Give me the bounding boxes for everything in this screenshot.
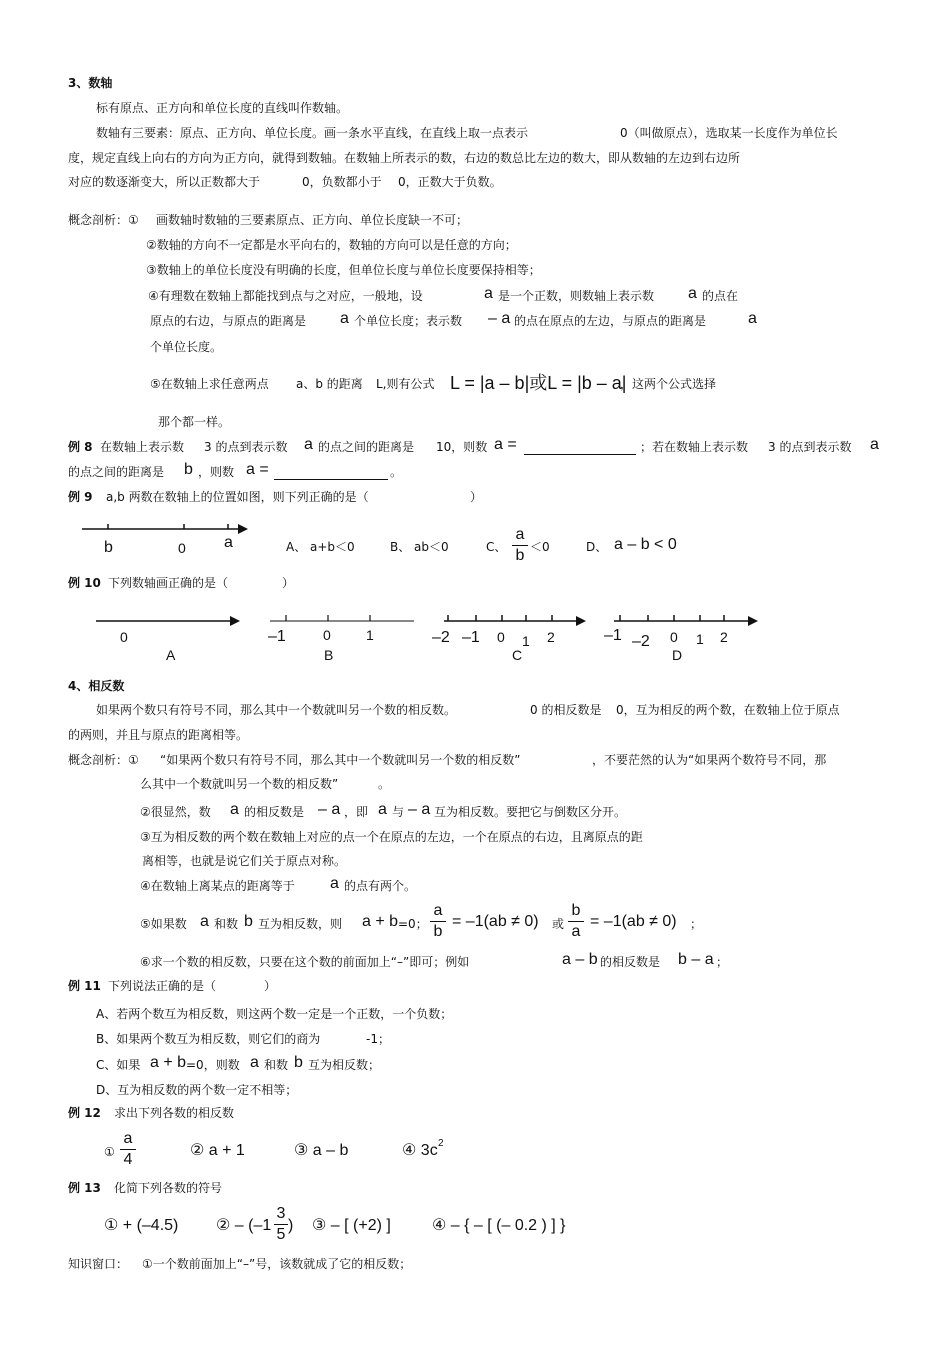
concept2-item-5a: ⑤如果数 [140,917,187,931]
concept2-item-2d: ，即 [344,805,369,819]
ex10-d-tick-label: –1 [604,627,622,644]
ex8-text-b: 3 的点到表示数 [204,440,288,454]
ex11-question-end: ） [264,979,277,993]
concept2-item-5g: 或 [552,917,565,931]
ex11-option-d[interactable]: D、互为相反数的两个数一定不相等； [96,1083,298,1097]
ex11-option-b-value: -1； [366,1032,390,1046]
concept1-item-4c: 的点在 [702,289,739,303]
ex10-d-tick-label: 2 [720,629,728,645]
fraction-denominator: a [571,923,581,940]
ex13-item-1: ① + (–4.5) [104,1217,179,1234]
ex12-item-4-exponent: 2 [438,1138,444,1149]
ex11-option-c[interactable]: C、如果 [96,1058,141,1072]
ex10-d-tick-label: 1 [696,631,704,647]
s4-para-1c: 0，互为相反的两个数，在数轴上位于原点 [616,703,840,717]
ex9-option-c[interactable]: C、 [486,540,507,554]
var-b: b [184,461,193,478]
ex10-d-arrow [748,616,758,626]
knowledge-window-text: ①一个数前面加上“–”号，该数就成了它的相反数； [142,1257,412,1271]
concept2-item-1d: 。 [378,777,391,791]
fraction-denominator: b [515,547,525,564]
ratio-equation-1: = –1(ab ≠ 0) [452,913,539,930]
concept2-item-1b: ，不要茫然的认为“如果两个数符号不同，那 [592,753,827,767]
var-a: a [688,285,697,302]
ex13-label: 例 13 [68,1181,101,1195]
section-4-title: 4、相反数 [68,679,125,693]
var-a: a [340,310,349,327]
concept2-item-2e: 与 [392,805,405,819]
ex8-text-d: 10，则数 [436,440,488,454]
ex10-letter-b: B [324,647,334,663]
ex10-b-tick-label: –1 [268,628,286,645]
var-a: a [250,1054,259,1071]
ex10-letter-a: A [166,647,176,663]
var-a: a [200,913,209,930]
concept1-item-3: ③数轴上的单位长度没有明确的长度，但单位长度与单位长度要保持相等； [146,263,541,277]
sum-a-plus-b: a + b [150,1054,187,1071]
ex10-letter-c: C [512,647,523,663]
ex9-option-b[interactable]: B、 ab＜0 [390,540,449,554]
concept1-item-4g: 个单位长度。 [150,340,223,354]
ex10-a-tick-label: 0 [120,629,128,645]
ex11-option-c-text-4: 互为相反数； [308,1058,381,1072]
fraction-numerator: a [433,902,443,919]
concept1-item-4f: 的点在原点的左边，与原点的距离是 [514,314,707,328]
fraction-numerator: b [571,902,581,919]
s4-para-2: 的两则，并且与原点的距离相等。 [68,728,249,742]
concept1-label: 概念剖析：① [68,213,139,227]
concept2-item-5b: 和数 [214,917,239,931]
ex10-d-tick-label: 0 [670,629,678,645]
ex10-b-tick-label: 0 [323,627,331,643]
ratio-equation-2: = –1(ab ≠ 0) [590,913,677,930]
s3-para-3c: 0，正数大于负数。 [398,175,502,189]
var-a: a [870,436,879,453]
fraction-b-over-a [568,902,584,941]
var-a: a [330,875,339,892]
concept2-item-1c: 么其中一个数就叫另一个数的相反数” [140,777,339,791]
concept1-item-5b: a、b 的距离 [296,377,363,391]
ex11-option-c-text-2: =0，则数 [186,1058,240,1072]
ex8-text-a: 在数轴上表示数 [100,440,185,454]
ex13-item-3: ③ – [ (+2) ] [312,1217,391,1234]
ex11-option-b[interactable]: B、如果两个数互为相反数，则它们的商为 [96,1032,321,1046]
ex12-item-1: ① [104,1145,115,1159]
concept2-item-6e: ； [716,955,729,969]
ex10-b-tick-label: 1 [366,627,374,643]
ex10-c-tick-label: –2 [432,629,450,646]
ex9-option-d[interactable]: D、 [586,540,608,554]
ex9-axis-label-a: a [224,534,233,551]
concept2-item-6c: 的相反数是 [600,955,661,969]
s3-para-1b: 0（叫做原点），选取某一长度作为单位长 [620,126,838,140]
ex10-a-arrow [230,616,240,626]
ex8-text-f: 3 的点到表示数 [768,440,852,454]
ex9-question-end: ） [470,490,483,504]
ex11-option-a[interactable]: A、若两个数互为相反数，则这两个数一定是一个正数，一个负数； [96,1007,453,1021]
concept1-item-5a: ⑤在数轴上求任意两点 [150,377,269,391]
expr-a-minus-b: a – b [562,951,598,968]
concept2-item-2g: 互为相反数。要把它与倒数区分开。 [434,805,627,819]
ex9-axis-label-0: 0 [178,540,186,556]
section-3-title: 3、数轴 [68,76,113,90]
ex10-question: 下列数轴画正确的是（ [108,576,229,590]
ex12-item-1-fraction [120,1130,136,1169]
number-line-definition: 标有原点、正方向和单位长度的直线叫作数轴。 [96,101,349,115]
concept2-item-3a: ③互为相反数的两个数在数轴上对应的点一个在原点的左边，一个在原点的右边，且离原点的距 [140,830,643,844]
concept2-item-6a: ⑥求一个数的相反数，只要在这个数的前面加上“–”即可；例如 [140,955,470,969]
concept2-item-5i: ； [690,917,703,931]
ex9-axis-label-b: b [104,539,113,556]
ex9-option-d-expr: a – b < 0 [614,536,677,553]
fraction-denominator: 4 [123,1151,133,1168]
concept1-item-2: ②数轴的方向不一定都是水平向右的，数轴的方向可以是任意的方向； [146,238,517,252]
s3-para-2: 度，规定直线上向右的方向为正方向，就得到数轴。在数轴上所表示的数，右边的数总比左边的数大，即从数轴的左边到右边所 [68,151,741,165]
ex11-option-c-text-3: 和数 [264,1058,289,1072]
ex13-question: 化简下列各数的符号 [114,1181,223,1195]
ex13-item-2: ② – (–1 [216,1217,272,1234]
ex9-option-c-relation: ＜0 [530,540,550,554]
ex12-item-2: ② a + 1 [190,1142,245,1159]
concept2-item-1a: “如果两个数只有符号不同，那么其中一个数就叫另一个数的相反数” [160,753,521,767]
ex12-question: 求出下列各数的相反数 [114,1106,235,1120]
fraction-a-over-b [430,902,446,941]
ex13-item-2-close: ) [288,1217,294,1234]
concept1-item-4b: 是一个正数，则数轴上表示数 [498,289,655,303]
concept1-item-4e: 个单位长度；表示数 [354,314,463,328]
concept1-item-5c: L,则有公式 [376,377,435,391]
neg-a: – a [318,801,341,818]
ex12-item-3: ③ a – b [294,1142,349,1159]
var-b: b [244,913,253,930]
fraction-denominator: b [433,923,443,940]
concept2-item-4a: ④在数轴上离某点的距离等于 [140,879,295,893]
ex10-label: 例 10 [68,576,101,590]
concept2-label: 概念剖析：① [68,753,139,767]
concept2-item-4b: 的点有两个。 [344,879,417,893]
ex9-question: a,b 两数在数轴上的位置如图，则下列正确的是（ [106,490,369,504]
ex8-label: 例 8 [68,440,93,454]
ex8-text-c: 的点之间的距离是 [318,440,415,454]
ex8-eq: a = [494,436,517,453]
s4-para-1b: 0 的相反数是 [530,703,602,717]
neg-a: – a [488,310,511,327]
ex13-item-4: ④ – { – [ (– 0.2 ) ] } [432,1217,566,1234]
s4-para-1a: 如果两个数只有符号不同，那么其中一个数就叫另一个数的相反数。 [96,703,457,717]
concept2-item-5e: =0； [398,917,428,931]
distance-formula: L = |a – b|或L = |b – a| [450,373,627,393]
fraction-numerator: a [123,1130,133,1147]
ex8-text-e: ；若在数轴上表示数 [640,440,749,454]
s3-para-3b: 0，负数都小于 [302,175,382,189]
s3-para-1a: 数轴有三要素：原点、正方向、单位长度。画一条水平直线，在直线上取一点表示 [96,126,529,140]
ex11-question: 下列说法正确的是（ [108,979,217,993]
concept2-item-2a: ②很显然，数 [140,805,211,819]
sum-a-plus-b: a + b [362,913,399,930]
fraction-denominator: 5 [276,1226,286,1243]
ex10-c-tick-label: 2 [547,629,555,645]
var-a: a [230,801,239,818]
fraction-numerator: 3 [276,1205,286,1222]
ex12-item-4: ④ 3c [402,1142,438,1159]
concept2-item-2b: 的相反数是 [244,805,305,819]
ex13-item-2-fraction [274,1205,288,1244]
ex10-c-tick-label: 1 [522,633,530,649]
ex10-d-tick-label: –2 [632,633,650,650]
ex10-c-tick-label: –1 [462,629,480,646]
var-a: a [304,436,313,453]
ex8-text-i: 。 [390,465,403,479]
ex11-label: 例 11 [68,979,101,993]
var-b: b [294,1054,303,1071]
concept1-item-4d: 原点的右边，与原点的距离是 [150,314,307,328]
var-a: a [484,285,493,302]
fraction-numerator: a [515,526,525,543]
var-a: a [748,310,757,327]
concept2-item-3b: 离相等，也就是说它们关于原点对称。 [142,854,347,868]
ex10-letter-d: D [672,647,683,663]
ex8-eq-2: a = [246,461,269,478]
ex10-c-tick-label: 0 [497,629,505,645]
concept1-item-5e: 那个都一样。 [158,415,231,429]
concept2-item-5c: 互为相反数，则 [258,917,343,931]
ex9-label: 例 9 [68,490,93,504]
ex9-option-a[interactable]: A、 a+b＜0 [286,540,355,554]
ex10-question-end: ） [282,576,295,590]
ex8-text-g: 的点之间的距离是 [68,465,165,479]
ex12-label: 例 12 [68,1106,101,1120]
concept1-item-5d: ，这两个公式选择 [620,377,717,391]
ex8-text-h: ，则数 [198,465,235,479]
neg-a: – a [408,801,431,818]
ex10-c-arrow [576,616,586,626]
expr-b-minus-a: b – a [678,951,714,968]
concept1-item-4a: ④有理数在数轴上都能找到点与之对应，一般地，设 [148,289,423,303]
s3-para-3a: 对应的数逐渐变大，所以正数都大于 [68,175,261,189]
knowledge-window-label: 知识窗口： [68,1257,129,1271]
var-a: a [378,801,387,818]
concept1-item-1: 画数轴时数轴的三要素原点、正方向、单位长度缺一不可； [156,213,469,227]
